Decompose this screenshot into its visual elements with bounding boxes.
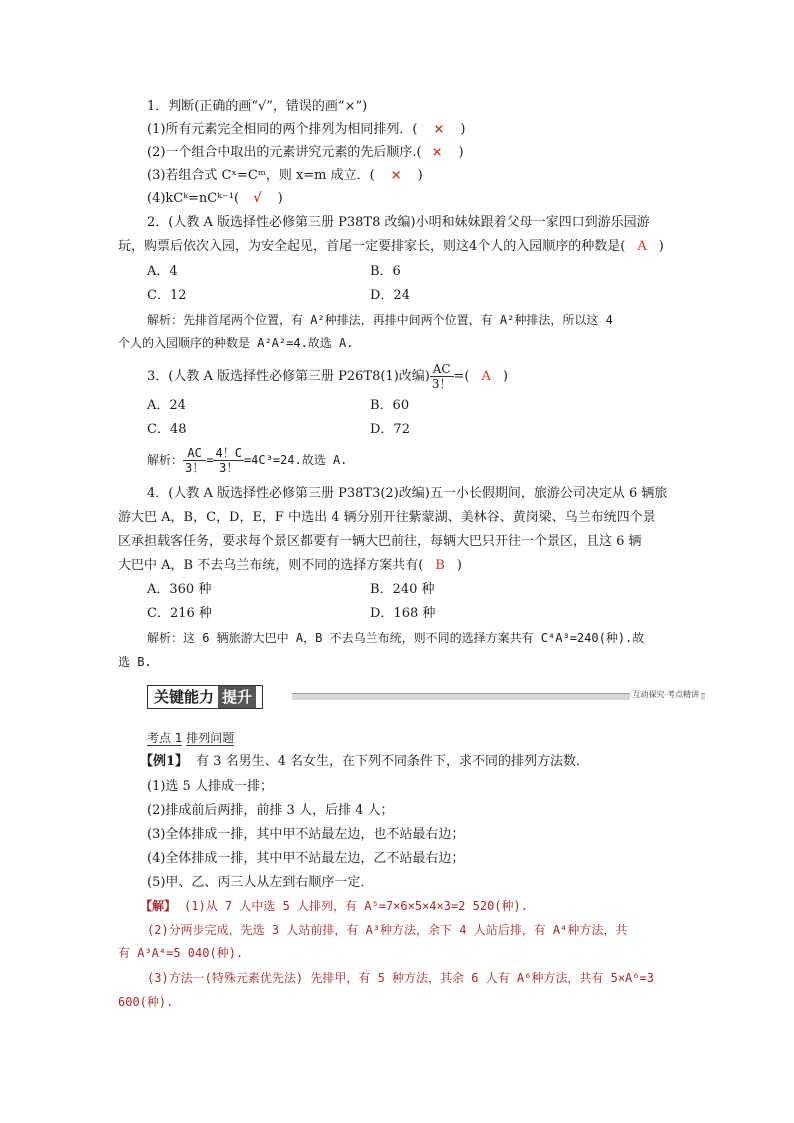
- q3-prefix: 3．(人教 A 版选择性必修第三册 P26T8(1)改编): [147, 369, 430, 384]
- q1-item-1-answer: ×: [433, 122, 445, 137]
- example-stem: [140, 752, 589, 772]
- q1-item-3-close: ): [417, 168, 423, 183]
- q1-item-3-answer: ×: [390, 168, 402, 183]
- banner-tag: 互动探究·考点精讲: [632, 690, 699, 699]
- q3-option-a: A．24: [147, 398, 186, 413]
- q1-item-2-close: ): [458, 145, 464, 160]
- q4-solution-line-2: 选 B.: [118, 655, 152, 669]
- q3-solution-prefix: 解析：: [147, 453, 184, 467]
- example-stem-text: 有 3 名男生、4 名女生，在下列不同条件下，求不同的排列方法数．: [196, 754, 589, 769]
- q3-solution-suffix: =4C³=24.故选 A.: [243, 453, 348, 467]
- q4-close: ): [456, 558, 462, 573]
- q4-line-4-text: 大巴中 A，B 不去乌兰布统，则不同的选择方案共有(: [118, 558, 424, 573]
- q1-item-2: [147, 143, 464, 163]
- example-item-1: (1)选 5 人排成一排；: [147, 779, 273, 794]
- q3-fraction-numerator: AC: [430, 362, 454, 377]
- example-item-2: (2)排成前后两排，前排 3 人，后排 4 人；: [147, 803, 394, 818]
- q1-item-4-close: ): [277, 191, 283, 206]
- q1-item-2-text: (2)一个组合中取出的元素讲究元素的先后顺序.(: [147, 145, 422, 160]
- q4-line-2: 游大巴 A，B，C，D，E，F 中选出 4 辆分别开往紫蒙湖、美林谷、黄岗梁、乌兰布统四个景: [118, 510, 656, 525]
- q3-solution-fraction-1-denominator: 3！: [185, 461, 205, 475]
- q1-item-2-answer: ×: [431, 145, 443, 160]
- q2-option-a: A．4: [147, 264, 178, 279]
- q2-answer: A: [637, 239, 647, 254]
- q3-stem: [147, 362, 508, 392]
- q1-item-4-answer: √: [253, 191, 262, 206]
- q3-solution-fraction-2-numerator: 4！C: [215, 446, 242, 460]
- q3-option-c: C．48: [147, 422, 187, 437]
- section-banner: [147, 685, 705, 707]
- q2-close: ): [658, 239, 664, 254]
- solution-line-4: (3)方法一(特殊元素优先法) 先排甲，有 5 种方法，其余 6 人有 A⁶种方法，共有 5×A⁶=3: [147, 971, 654, 985]
- q2-solution-line-1: 解析：先排首尾两个位置，有 A²种排法，再排中间两个位置，有 A²种排法，所以这 4: [147, 313, 613, 327]
- q1-title: 1．判断(正确的画“√”，错误的画“×”): [147, 99, 368, 114]
- q1-item-1-close: ): [460, 122, 466, 137]
- q4-answer: B: [435, 558, 445, 573]
- q2-line-2-text: 玩，购票后依次入园，为安全起见，首尾一定要排家长，则这4个人的入园顺序的种数是(: [118, 239, 626, 254]
- q1-item-3: [147, 166, 423, 186]
- banner-highlight: 提升: [218, 686, 256, 708]
- q4-option-a: A．360 种: [147, 582, 212, 597]
- q4-option-c: C．216 种: [147, 606, 212, 621]
- q3-fraction: [430, 362, 454, 391]
- q1-item-3-text: (3)若组合式 Cˣ=Cᵐ，则 x=m 成立．(: [147, 168, 375, 183]
- q2-solution-line-2: 个人的入园顺序的种数是 A²A²=4.故选 A.: [118, 336, 354, 350]
- topic-name: 排列问题: [186, 731, 235, 745]
- q3-solution-fraction-1: [183, 446, 206, 475]
- banner-title: [147, 685, 263, 709]
- q3-suffix: =(: [453, 369, 470, 384]
- q2-line-1: 2．(人教 A 版选择性必修第三册 P38T8 改编)小明和妹妹跟着父母一家四口到游乐园游: [147, 215, 650, 230]
- solution-line-1: [140, 896, 528, 916]
- q3-fraction-denominator: 3！: [431, 377, 452, 391]
- solution-step-1: (1)从 7 人中选 5 人排列，有 A⁵=7×6×5×4×3=2 520(种).: [184, 899, 528, 913]
- solution-tag: 【解】: [140, 899, 177, 913]
- solution-line-2: (2)分两步完成，先选 3 人站前排，有 A³种方法，余下 4 人站后排，有 A⁴种方法，共: [147, 923, 628, 937]
- q2-option-b: B．6: [370, 264, 401, 279]
- example-tag: 【例1】: [140, 754, 189, 769]
- q3-answer: A: [481, 369, 491, 384]
- example-item-3: (3)全体排成一排，其中甲不站最左边，也不站最右边；: [147, 827, 465, 842]
- q2-option-d: D．24: [370, 288, 410, 303]
- q1-item-4: [147, 189, 283, 209]
- banner-title-text: 关键能力: [154, 688, 215, 706]
- q4-option-d: D．168 种: [370, 606, 436, 621]
- q3-solution: 解析： $\frac{AC}{3!}$ = $\frac{4!C}{3!}$ =4C³=24.故选 A.: [147, 446, 348, 475]
- q1-item-1: [147, 120, 465, 140]
- q3-close: ): [502, 369, 508, 384]
- solution-line-3: 有 A³A⁴=5 040(种).: [118, 946, 244, 960]
- topic-label: 考点 1: [147, 731, 183, 745]
- q3-option-b: B．60: [370, 398, 410, 413]
- q4-solution-line-1: 解析：这 6 辆旅游大巴中 A，B 不去乌兰布统，则不同的选择方案共有 C⁴A³=240(种).故: [147, 631, 645, 645]
- q4-line-3: 区承担载客任务，要求每个景区都要有一辆大巴前往，每辆大巴只开往一个景区，且这 6 辆: [118, 534, 642, 549]
- q2-option-c: C．12: [147, 288, 187, 303]
- q4-line-1: 4．(人教 A 版选择性必修第三册 P38T3(2)改编)五一小长假期间，旅游公司决定从 6 辆旅: [147, 486, 668, 501]
- q1-item-1-text: (1)所有元素完全相同的两个排列为相同排列．(: [147, 122, 418, 137]
- q3-solution-fraction-2-denominator: 3！: [219, 461, 239, 475]
- q4-line-4: [118, 556, 462, 576]
- q4-option-b: B．240 种: [370, 582, 435, 597]
- q3-solution-fraction-1-numerator: AC: [183, 446, 206, 461]
- q3-option-d: D．72: [370, 422, 410, 437]
- q3-solution-fraction-2: [213, 446, 243, 475]
- q1-item-4-text: (4)kCᵏ=nCᵏ⁻¹(: [147, 191, 240, 206]
- topic-heading: [147, 730, 234, 746]
- solution-line-5: 600(种).: [118, 995, 174, 1009]
- example-item-4: (4)全体排成一排，其中甲不站最左边，乙不站最右边；: [147, 851, 465, 866]
- q2-line-2: [118, 237, 664, 257]
- example-item-5: (5)甲、乙、丙三人从左到右顺序一定．: [147, 875, 374, 890]
